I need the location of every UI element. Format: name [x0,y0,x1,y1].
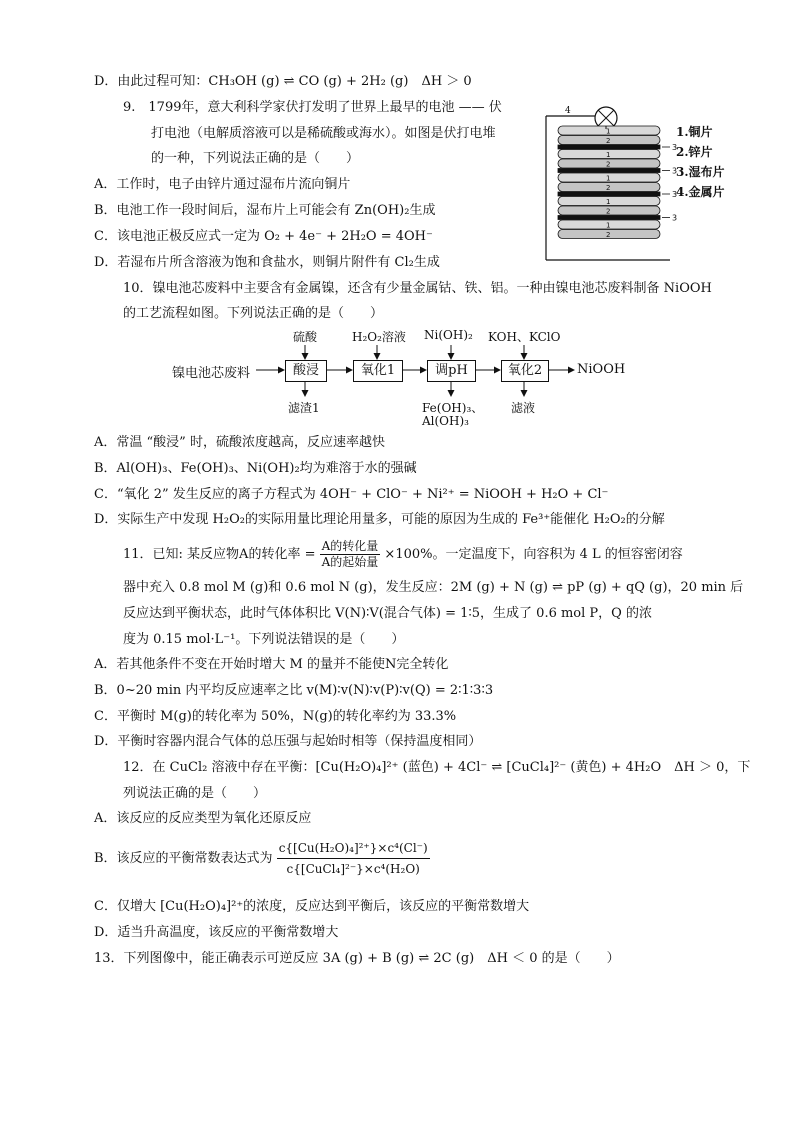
flow-start: 镍电池芯废料 [172,366,251,381]
disc-number: 2 [606,160,611,169]
disc-number: 1 [606,198,611,206]
q12-option-b-text: B．该反应的平衡常数表达式为 [94,851,273,866]
conversion-rate-fraction [320,539,381,570]
q9-option-d: D．若湿布片所含溶液为饱和食盐水，则铜片附件有 Cl₂生成 [94,255,440,270]
flow-end: NiOOH [577,362,626,377]
q11-stem-line2: 器中充入 0.8 mol M (g)和 0.6 mol N (g)，发生反应：2M (g) + N (g) ⇌ pP (g) + qQ (g)，20 min 后 [123,580,744,595]
q9-option-c: C．该电池正极反应式一定为 O₂ + 4e⁻ + 2H₂O = 4OH⁻ [94,229,433,244]
fraction-numerator: A的转化量 [321,539,379,553]
q9-stem-line2: 打电池（电解质溶液可以是稀硫酸或海水）。如图是伏打电堆 [151,126,496,141]
q10-stem-line1: 10．镍电池芯废料中主要含有金属镍，还含有少量金属钴、铁、铝。一种由镍电池芯废料制备 NiOOH [123,281,712,296]
process-flow-diagram [170,328,640,430]
q10-option-a: A．常温 “酸浸” 时，硫酸浓度越高，反应速率越快 [94,435,385,450]
flow-box-adjust-ph: 调pH [427,360,476,382]
q9-option-b: B．电池工作一段时间后，湿布片上可能会有 Zn(OH)₂生成 [94,203,436,218]
disc-number: 1 [606,221,611,230]
wet-cloth-number: 3 [672,213,678,223]
flow-output-residue1: 滤渣1 [288,401,320,415]
wet-cloth-number: 3 [672,166,678,176]
legend-copper: 1.铜片 [676,125,713,139]
label-4-top: 4 [565,106,571,116]
equilibrium-constant-fraction [277,838,430,879]
q11-stem-post: ×100%。一定温度下，向容积为 4 L 的恒容密闭容 [384,547,683,562]
q12-stem-line1: 12．在 CuCl₂ 溶液中存在平衡：[Cu(H₂O)₄]²⁺ (蓝色) + 4Cl⁻ ⇌ [CuCl₄]²⁻ (黄色) + 4H₂O ΔH ＞ 0，下 [123,760,751,775]
q10-option-c: C．“氧化 2” 发生反应的离子方程式为 4OH⁻ + ClO⁻ + Ni²⁺ = NiOOH + H₂O + Cl⁻ [94,487,609,502]
disc-number: 2 [606,184,611,192]
q11-option-b: B．0~20 min 内平均反应速率之比 v(M)∶v(N)∶v(P)∶v(Q) = 2∶1∶3∶3 [94,683,494,698]
q12-option-a: A．该反应的反应类型为氧化还原反应 [94,811,312,826]
fraction-denominator: A的起始量 [321,555,379,569]
disc-number: 2 [606,137,611,145]
flow-input-sulfuric-acid: 硫酸 [293,330,318,344]
q10-option-b: B．Al(OH)₃、Fe(OH)₃、Ni(OH)₂均为难溶于水的强碱 [94,461,417,476]
disc-number: 2 [606,231,611,239]
wet-cloth-disc [558,192,660,196]
legend-wet-cloth: 3.湿布片 [676,165,725,179]
disc-number: 1 [606,151,611,159]
flow-box-acid-leach: 酸浸 [285,360,327,382]
k-numerator: c{[Cu(H₂O)₄]²⁺}×c⁴(Cl⁻) [277,838,430,859]
wet-cloth-number: 3 [672,143,678,152]
q9-stem-line3: 的一种，下列说法正确的是（ ） [151,151,360,166]
q8-option-d: D．由此过程可知：CH₃OH (g) ⇌ CO (g) + 2H₂ (g) ΔH ＞ 0 [94,74,472,89]
legend-zinc: 2.锌片 [676,145,713,159]
wet-cloth-disc [558,216,660,220]
flow-box-oxidation1: 氧化1 [353,360,403,382]
legend-metal: 4.金属片 [676,185,725,199]
disc-number: 1 [606,127,611,136]
q10-option-d: D．实际生产中发现 H₂O₂的实际用量比理论用量多，可能的原因为生成的 Fe³⁺能催化 H₂O₂的分解 [94,512,665,527]
disc-number: 2 [606,207,611,216]
q12-stem-line2: 列说法正确的是（ ） [123,786,267,801]
flow-input-nioh2: Ni(OH)₂ [424,328,473,342]
q10-stem-line2: 的工艺流程如图。下列说法正确的是（ ） [123,306,384,321]
q12-option-d: D．适当升高温度，该反应的平衡常数增大 [94,925,339,940]
q9-stem-line1: 9. 1799年，意大利科学家伏打发明了世界上最早的电池 —— 伏 [123,100,502,115]
flow-output-filtrate: 滤液 [511,401,536,415]
flow-box-oxidation2: 氧化2 [501,360,549,382]
q11-stem-line3: 反应达到平衡状态，此时气体体积比 V(N)∶V(混合气体) = 1∶5，生成了 0.6 mol P，Q 的浓 [123,606,652,621]
q11-option-a: A．若其他条件不变在开始时增大 M 的量并不能使N完全转化 [94,657,449,672]
q11-stem-line4: 度为 0.15 mol·L⁻¹。下列说法错误的是（ ） [123,632,405,647]
flow-output-feoh3: Fe(OH)₃、 [422,401,484,415]
q11-stem-pre: 11．已知: 某反应物A的转化率 = [123,547,316,562]
q11-option-d: D．平衡时容器内混合气体的总压强与起始时相等（保持温度相同） [94,734,482,749]
q12-option-c: C．仅增大 [Cu(H₂O)₄]²⁺的浓度，反应达到平衡后，该反应的平衡常数增大 [94,899,530,914]
q11-option-c: C．平衡时 M(g)的转化率为 50%，N(g)的转化率约为 33.3% [94,709,457,724]
q13-stem: 13．下列图像中，能正确表示可逆反应 3A (g) + B (g) ⇌ 2C (g) ΔH ＜ 0 的是（ ） [94,951,620,966]
flow-input-h2o2: H₂O₂溶液 [352,330,406,344]
voltaic-pile-figure [540,96,740,266]
wet-cloth-disc [558,169,660,173]
q12-option-b [94,834,430,884]
wet-cloth-disc [558,145,660,149]
flow-input-koh-kclo: KOH、KClO [488,330,561,344]
wet-cloth-number: 3 [672,190,678,199]
flow-output-aloh3: Al(OH)₃ [422,414,469,428]
disc-number: 1 [606,174,611,183]
k-denominator: c{[CuCl₄]²⁻}×c⁴(H₂O) [286,862,420,876]
voltaic-pile-diagram [540,96,740,266]
q9-option-a: A．工作时，电子由锌片通过湿布片流向铜片 [94,177,351,192]
q11-stem-line1 [123,537,683,573]
